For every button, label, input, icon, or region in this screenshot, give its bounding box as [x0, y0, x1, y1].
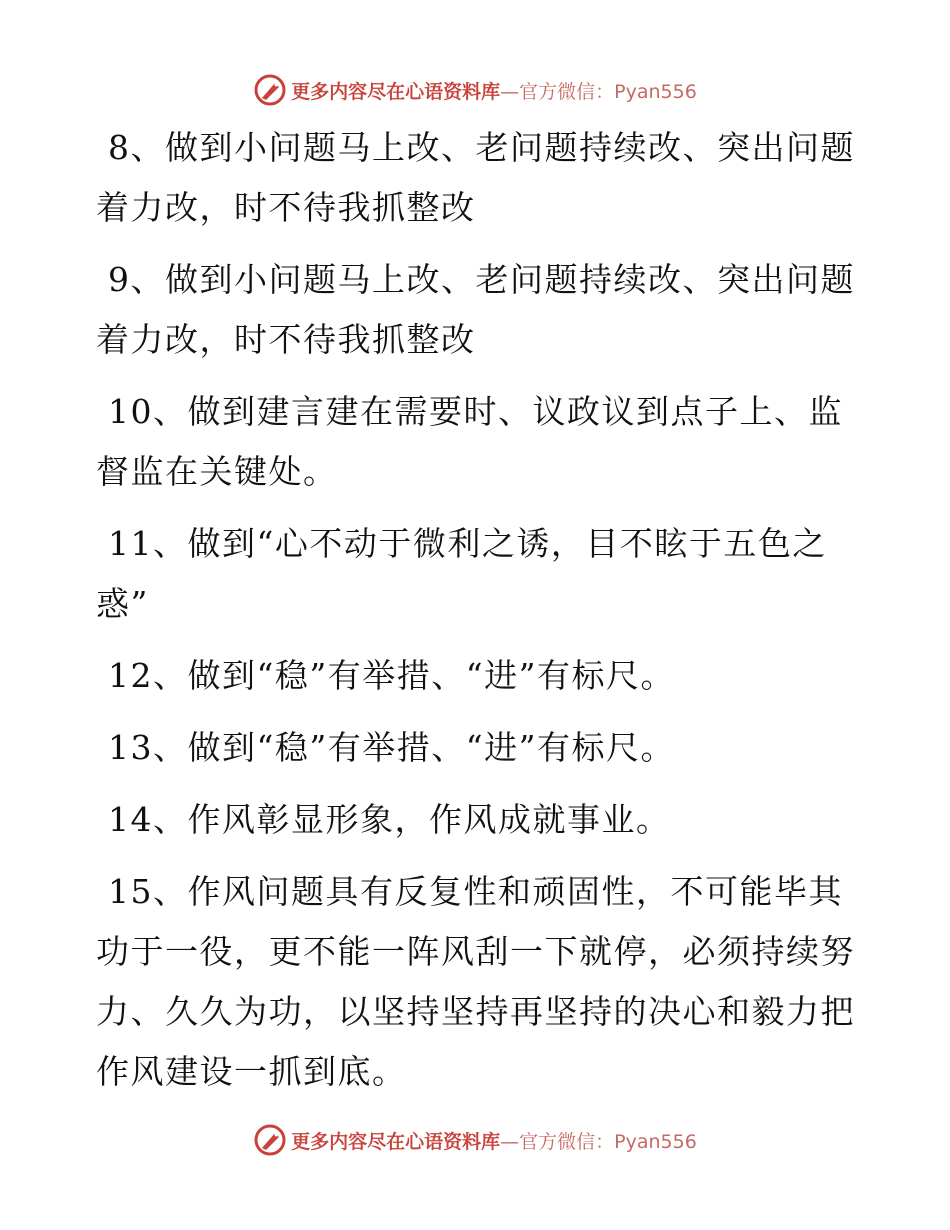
document-body: [96, 118, 856, 1114]
paragraph-10: 10、做到建言建在需要时、议政议到点子上、监督监在关键处。: [96, 392, 843, 491]
paragraph-11: 11、做到“心不动于微利之诱，目不眩于五色之惑”: [96, 524, 827, 623]
paragraph-13: 13、做到“稳”有举措、“进”有标尺。: [108, 728, 675, 767]
header-banner-tail: —官方微信：Pyan556: [500, 80, 697, 103]
pen-nib-logo-icon: [253, 1123, 287, 1157]
footer-banner-lead: 更多内容尽在心语资料库: [291, 1130, 501, 1153]
footer-banner-text: [291, 1127, 697, 1154]
paragraph-9: 9、做到小问题马上改、老问题持续改、突出问题着力改，时不待我抓整改: [96, 260, 855, 359]
header-banner-text: [291, 77, 697, 104]
paragraph-8: 8、做到小问题马上改、老问题持续改、突出问题着力改，时不待我抓整改: [96, 128, 855, 227]
paragraph-15: 15、作风问题具有反复性和顽固性，不可能毕其功于一役，更不能一阵风刮一下就停，必须持续努力、久久为功，以坚持坚持再坚持的决心和毅力把作风建设一抓到底。: [96, 872, 855, 1091]
header-banner: [0, 70, 950, 110]
paragraph-12: 12、做到“稳”有举措、“进”有标尺。: [108, 656, 675, 695]
footer-banner: [0, 1120, 950, 1160]
paragraph-14: 14、作风彰显形象，作风成就事业。: [108, 800, 671, 839]
header-banner-lead: 更多内容尽在心语资料库: [291, 80, 501, 103]
pen-nib-logo-icon: [253, 73, 287, 107]
footer-banner-tail: —官方微信：Pyan556: [500, 1130, 697, 1153]
